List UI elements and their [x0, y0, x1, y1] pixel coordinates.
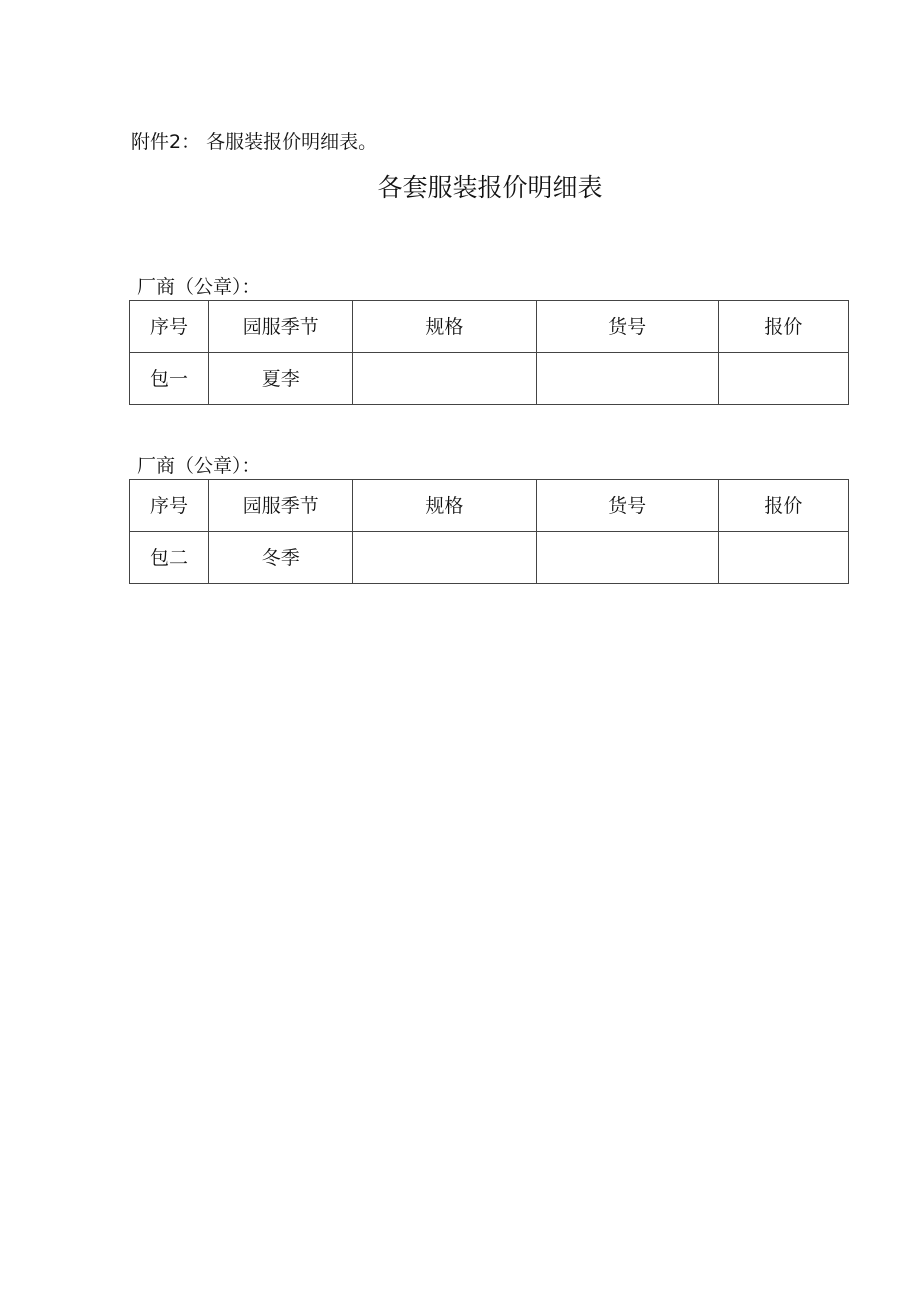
- header-no: 序号: [130, 480, 209, 532]
- cell-no: 包二: [130, 532, 209, 584]
- document-title: 各套服装报价明细表: [377, 173, 603, 202]
- vendor-seal-label: 厂商（公章）：: [137, 455, 261, 477]
- header-price: 报价: [718, 480, 848, 532]
- table-row: [130, 532, 849, 584]
- header-no: 序号: [130, 301, 209, 353]
- quote-table-package-2: [129, 479, 849, 584]
- cell-price: [718, 532, 848, 584]
- table-row: [130, 353, 849, 405]
- header-spec: 规格: [353, 301, 536, 353]
- table-header-row: [130, 301, 849, 353]
- cell-season: 冬季: [209, 532, 353, 584]
- attachment-line: 附件2： 各服装报价明细表。: [131, 131, 378, 153]
- header-item-no: 货号: [536, 480, 718, 532]
- header-season: 园服季节: [209, 480, 353, 532]
- cell-spec: [353, 532, 536, 584]
- cell-price: [718, 353, 848, 405]
- header-spec: 规格: [353, 480, 536, 532]
- cell-season: 夏李: [209, 353, 353, 405]
- cell-item-no: [536, 353, 718, 405]
- cell-spec: [353, 353, 536, 405]
- header-price: 报价: [718, 301, 848, 353]
- header-item-no: 货号: [536, 301, 718, 353]
- vendor-seal-label: 厂商（公章）：: [137, 276, 261, 298]
- cell-no: 包一: [130, 353, 209, 405]
- table-header-row: [130, 480, 849, 532]
- cell-item-no: [536, 532, 718, 584]
- header-season: 园服季节: [209, 301, 353, 353]
- quote-table-package-1: [129, 300, 849, 405]
